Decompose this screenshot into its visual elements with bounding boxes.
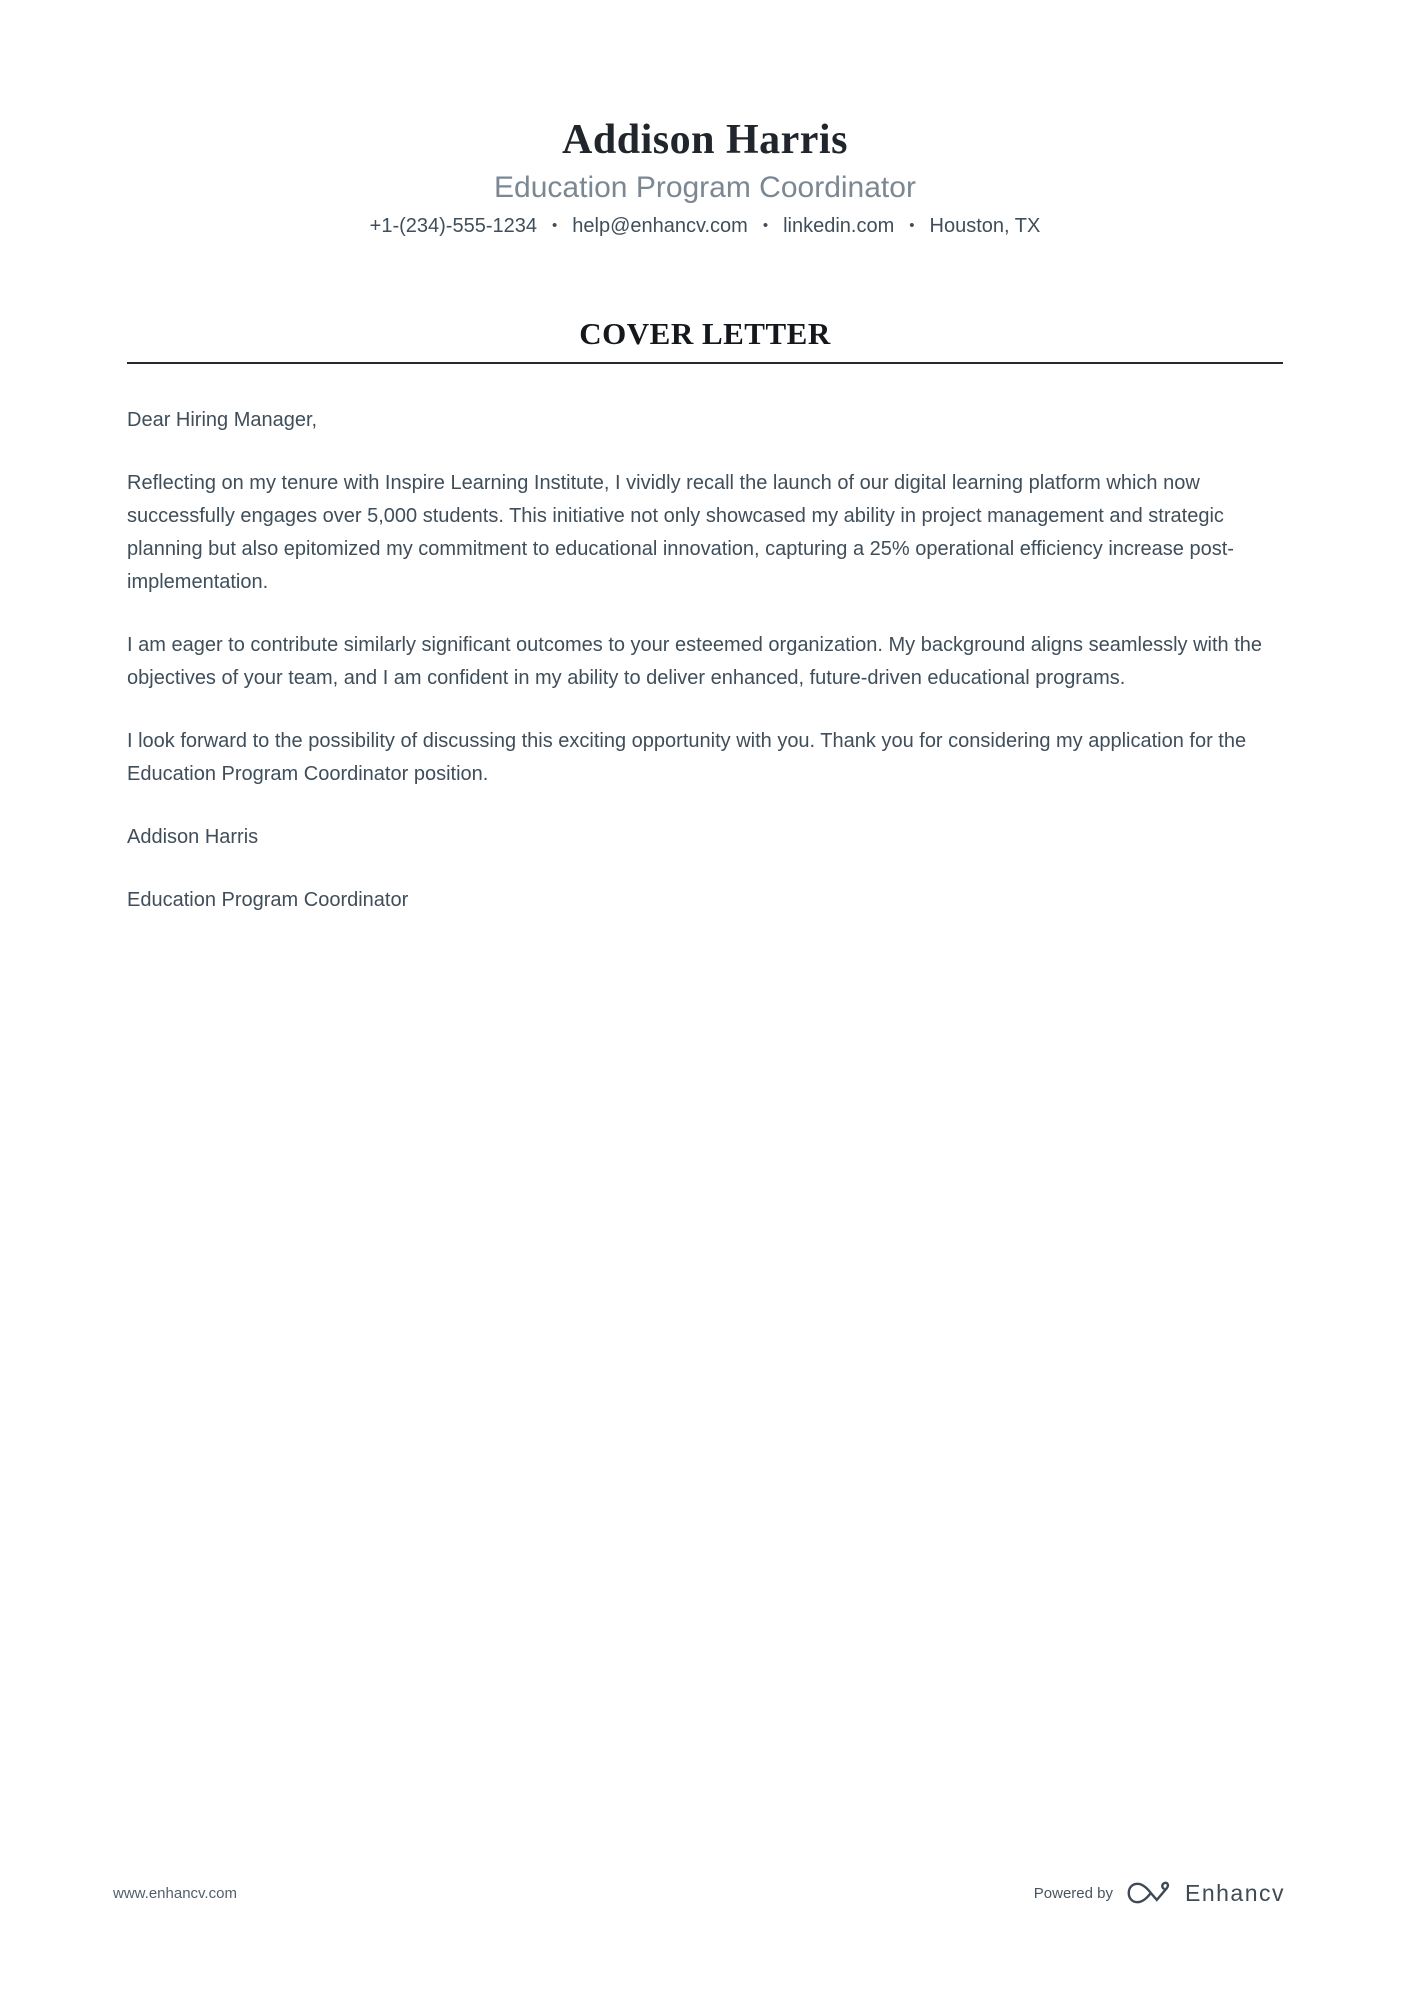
location: Houston, TX <box>929 215 1041 237</box>
letter-paragraph: I look forward to the possibility of discussing this exciting opportunity with you. Thank you for considering my application for the Education Program Coordinator position. <box>127 730 1247 785</box>
powered-by-label: Powered by <box>1033 1884 1113 1902</box>
candidate-name: Addison Harris <box>562 117 848 163</box>
powered-by-enhancv[interactable] <box>1034 1878 1285 1908</box>
enhancv-logo-icon <box>1126 1878 1172 1908</box>
bullet-separator: • <box>909 217 915 234</box>
bullet-separator: • <box>551 217 558 234</box>
letter-body <box>127 404 1283 917</box>
phone-number: +1-(234)-555-1234 <box>369 215 537 237</box>
contact-row <box>0 214 1410 238</box>
letter-paragraph: I am eager to contribute similarly significant outcomes to your esteemed organization. My background aligns seamlessly with the objectives of your team, and I am confident in my ability to deliver enhanced, future-driven educational programs. <box>127 634 1262 689</box>
letter-paragraph: Reflecting on my tenure with Inspire Learning Institute, I vividly recall the launch of our digital learning platform which now successfully engages over 5,000 students. This initiative not only showcased my ability in project management and strategic planning but also epitomized my commitment to educational innovation, capturing a 25% operational efficiency increase post-implementation. <box>127 472 1234 593</box>
cover-letter-section <box>127 316 1283 917</box>
salutation: Dear Hiring Manager, <box>127 409 318 431</box>
linkedin-url: linkedin.com <box>783 215 895 237</box>
header <box>0 0 1410 238</box>
brand-wordmark: Enhancv <box>1184 1879 1285 1906</box>
signature-name: Addison Harris <box>127 826 259 848</box>
bullet-separator: • <box>762 217 769 234</box>
section-title: COVER LETTER <box>579 316 831 351</box>
signature-title: Education Program Coordinator <box>127 889 409 911</box>
section-divider <box>127 362 1283 364</box>
page-footer <box>113 1878 1285 1908</box>
candidate-job-title: Education Program Coordinator <box>494 171 916 204</box>
website-link[interactable]: www.enhancv.com <box>113 1884 237 1902</box>
email-address: help@enhancv.com <box>572 215 748 237</box>
